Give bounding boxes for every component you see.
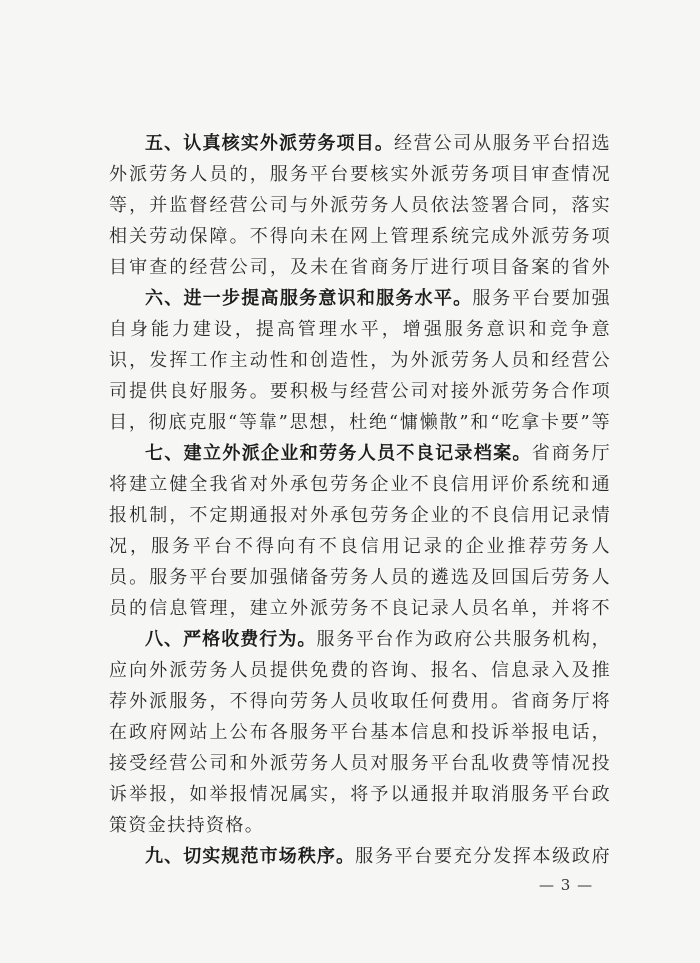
page-number: — 3 —	[539, 876, 594, 894]
paragraph-text: 服务平台要加强自身能力建设，提高管理水平，增强服务意识和竞争意识，发挥工作主动性和创造性，为外派劳务人员和经营公司提供良好服务。要积极与经营公司对接外派劳务合作项目，彻底克服“等靠”思想，杜绝“慵懒散”和“吃拿卡要”等	[109, 288, 611, 433]
paragraph-heading: 六、进一步提高服务意识和服务水平。	[145, 288, 473, 309]
paragraph-6	[109, 283, 611, 438]
paragraph-heading: 九、切实规范市场秩序。	[145, 846, 356, 867]
paragraph-text: 服务平台作为政府公共服务机构，应向外派劳务人员提供免费的咨询、报名、信息录入及推荐外派服务，不得向劳务人员收取任何费用。省商务厅将在政府网站上公布各服务平台基本信息和投诉举报电话，接受经营公司和外派劳务人员对服务平台乱收费等情况投诉举报，如举报情况属实，将予以通报并取消服务平台政策资金扶持资格。	[109, 629, 611, 836]
paragraph-text: 省商务厅将建立健全我省对外承包劳务企业不良信用评价系统和通报机制，不定期通报对外承包劳务企业的不良信用记录情况，服务平台不得向有不良信用记录的企业推荐劳务人员。服务平台要加强储备劳务人员的遴选及回国后劳务人员的信息管理，建立外派劳务不良记录人员名单，并将不	[109, 443, 611, 619]
paragraph-8	[109, 624, 611, 841]
paragraph-7	[109, 438, 611, 624]
paragraph-5	[109, 128, 611, 283]
paragraph-heading: 五、认真核实外派劳务项目。	[145, 133, 395, 154]
paragraph-heading: 八、严格收费行为。	[145, 629, 317, 650]
document-body	[109, 128, 611, 872]
paragraph-9	[109, 841, 611, 872]
paragraph-text: 经营公司从服务平台招选外派劳务人员的，服务平台要核实外派劳务项目审查情况等，并监督经营公司与外派劳务人员依法签署合同，落实相关劳动保障。不得向未在网上管理系统完成外派劳务项目审查的经营公司，及未在省商务厅进行项目备案的省外	[109, 133, 611, 278]
paragraph-text: 服务平台要充分发挥本级政府	[355, 846, 611, 867]
paragraph-heading: 七、建立外派企业和劳务人员不良记录档案。	[145, 443, 532, 464]
